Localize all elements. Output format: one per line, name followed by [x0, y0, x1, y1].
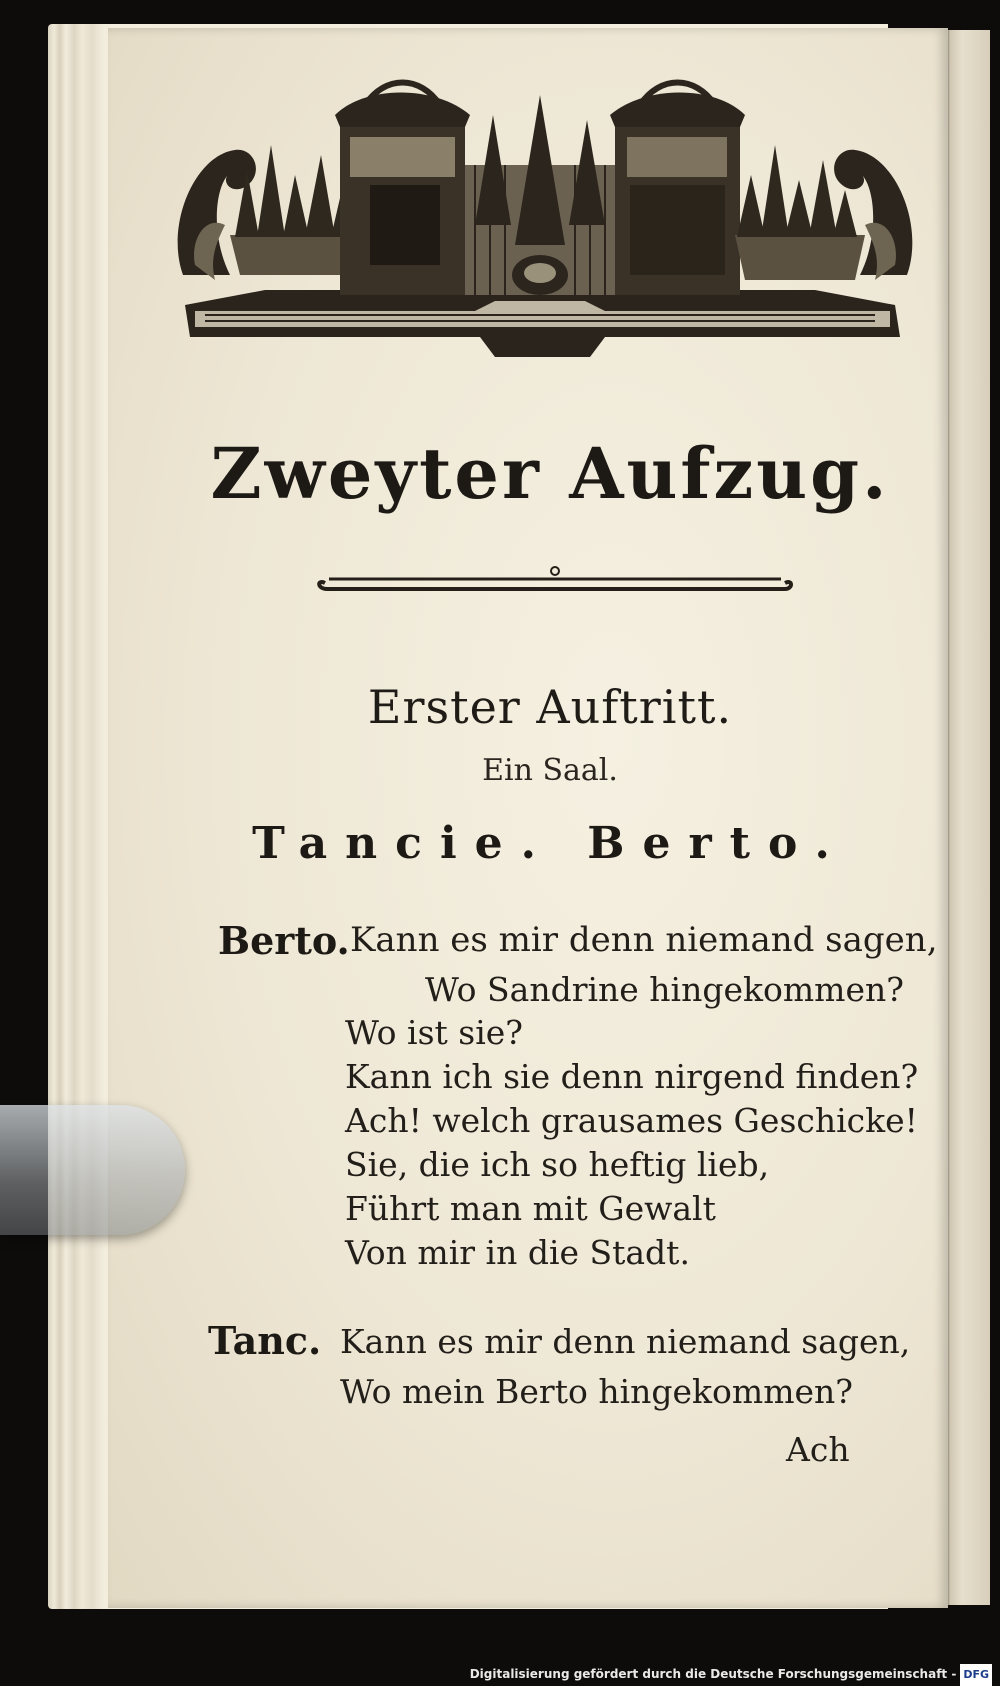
- funding-credit-text: Digitalisierung gefördert durch die Deutsche Forschungsgemeinschaft -: [469, 1667, 957, 1681]
- act-title: Zweyter Aufzug.: [210, 432, 890, 515]
- catchword: Ach: [786, 1430, 850, 1469]
- verse-line: Kann es mir denn niemand sagen,: [350, 920, 938, 960]
- verse-line: Wo ist sie?: [345, 1013, 523, 1052]
- verse-line: Ach! welch grausames Geschicke!: [345, 1101, 918, 1140]
- verse-line: Führt man mit Gewalt: [345, 1189, 716, 1228]
- dramatis-personae: Tancie. Berto.: [252, 818, 848, 869]
- verse-line: Wo mein Berto hingekommen?: [340, 1372, 853, 1411]
- scene-setting: Ein Saal.: [482, 753, 618, 788]
- dfg-logo-icon: DFG: [960, 1664, 992, 1686]
- verse-line: Kann ich sie denn nirgend finden?: [345, 1057, 919, 1096]
- verse-line: Sie, die ich so heftig lieb,: [345, 1145, 770, 1184]
- headpiece-ornament: [175, 75, 915, 365]
- verse-line: Von mir in die Stadt.: [345, 1233, 690, 1272]
- funding-credit: [470, 1663, 992, 1685]
- speaker-label: Tanc.: [208, 1318, 322, 1363]
- page-clip: [0, 1105, 185, 1235]
- facing-page-edge: [946, 30, 990, 1605]
- speaker-label: Berto.: [218, 918, 350, 963]
- scene-title: Erster Auftritt.: [367, 680, 733, 734]
- verse-line: Wo Sandrine hingekommen?: [425, 970, 904, 1009]
- verse-line: Kann es mir denn niemand sagen,: [340, 1322, 911, 1361]
- ornamental-rule: [315, 565, 795, 601]
